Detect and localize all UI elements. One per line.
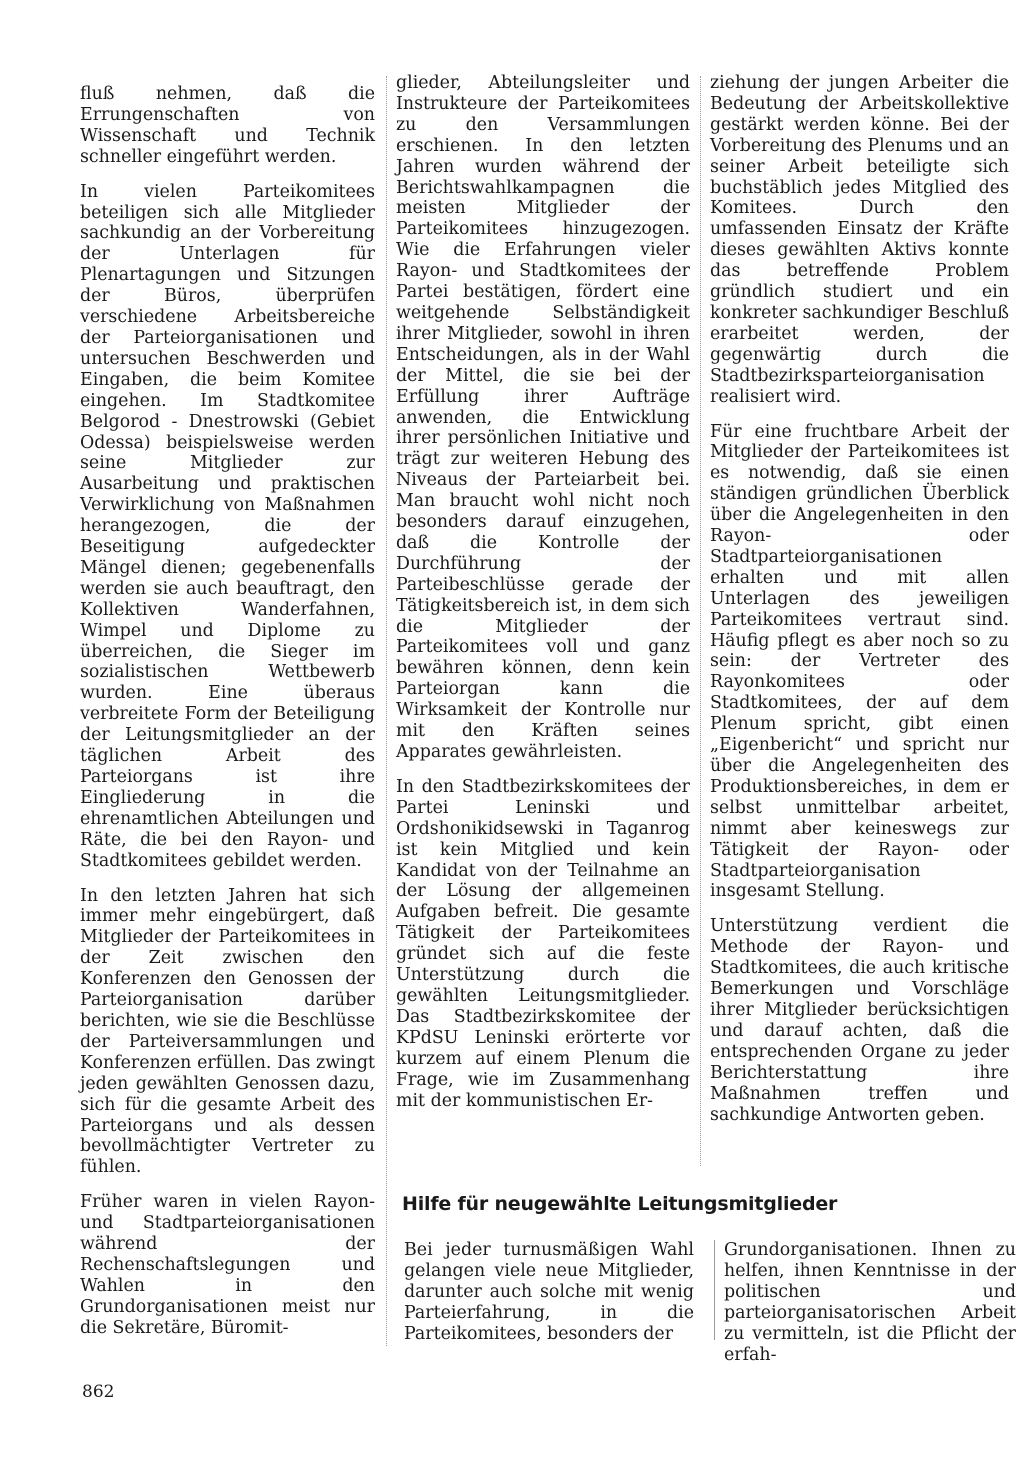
section-text-column-1 <box>404 1240 694 1359</box>
text-column-3 <box>710 73 1009 1139</box>
paragraph: glieder, Abteilungsleiter und Instrukteure der Parteikomitees zu den Versammlungen erschienen. In den letzten Jahren wurden während der Berichtswahlkampagnen die meisten Mitglieder der Parteikomitees hinzugezogen. Wie die Erfahrungen vieler Rayon- und Stadtkomitees der Partei bestätigen, fördert eine weitgehende Selbständigkeit ihrer Mitglieder, sowohl in ihren Entscheidungen, als in der Wahl der Mittel, die sie bei der Erfüllung ihrer Aufträge anwenden, die Entwicklung ihrer persönlichen Initiative und trägt zur weiteren Hebung des Niveaus der Parteiarbeit bei. Man braucht wohl nicht noch besonders darauf einzugehen, daß die Kontrolle der Durchführung der Parteibeschlüsse gerade der Tätigkeitsbereich ist, in dem sich die Mitglieder der Parteikomitees voll und ganz bewähren können, denn kein Parteiorgan kann die Wirksamkeit der Kontrolle nur mit den Kräften seines Apparates gewährleisten. <box>396 73 690 762</box>
page-number: 862 <box>82 1382 115 1402</box>
paragraph: Für eine fruchtbare Arbeit der Mitglieder der Parteikomitees ist es notwendig, daß sie einen ständigen gründlichen Überblick über die Angelegenheiten in den Rayon- oder Stadtparteiorganisationen erhalten und mit allen Unterlagen des jeweiligen Parteikomitees vertraut sind. Häufig pflegt es aber noch so zu sein: der Vertreter des Rayonkomitees oder Stadtkomitees, der auf dem Plenum spricht, gibt einen „Eigenbericht“ und spricht nur über die Angelegenheiten des Produktionsbereiches, in dem er selbst unmittelbar arbeitet, nimmt aber keineswegs zur Tätigkeit der Rayon- oder Stadtparteiorganisation insgesamt Stellung. <box>710 421 1009 902</box>
column-divider <box>700 76 701 1166</box>
paragraph: ziehung der jungen Arbeiter die Bedeutung der Arbeitskollektive gestärkt werden könne. Bei der Vorbereitung des Plenums und an seiner Arbeit beteiligte sich buchstäblich jedes Mitglied des Komitees. Durch den umfassenden Einsatz der Kräfte dieses gewählten Aktivs konnte das betreffende Problem gründlich studiert und ein konkreter sachkundiger Beschluß erarbeitet werden, der gegenwärtig durch die Stadtbezirksparteiorganisation realisiert wird. <box>710 73 1009 407</box>
text-column-2 <box>396 73 690 1125</box>
column-divider <box>714 1240 715 1340</box>
paragraph: fluß nehmen, daß die Errungenschaften von Wissenschaft und Technik schneller eingeführt werden. <box>80 84 375 167</box>
text-column-1 <box>80 84 375 1353</box>
paragraph: In vielen Parteikomitees beteiligen sich alle Mitglieder sachkundig an der Vorbereitung der Unterlagen für Plenartagungen und Sitzungen der Büros, überprüfen verschiedene Arbeitsbereiche der Parteiorganisationen und untersuchen Beschwerden und Eingaben, die beim Komitee eingehen. Im Stadtkomitee Belgorod - Dnestrowski (Gebiet Odessa) beispielsweise werden seine Mitglieder zur Ausarbeitung und praktischen Verwirklichung von Maßnahmen herangezogen, die der Beseitigung aufgedeckter Mängel dienen; gegebenenfalls werden sie auch beauftragt, den Kollektiven Wanderfahnen, Wimpel und Diplome zu überreichen, die Sieger im sozialistischen Wettbewerb wurden. Eine überaus verbreitete Form der Beteiligung der Leitungsmitglieder an der täglichen Arbeit des Parteiorgans ist ihre Eingliederung in die ehrenamtlichen Abteilungen und Räte, die bei den Rayon- und Stadtkomitees gebildet werden. <box>80 181 375 871</box>
section-heading: Hilfe für neugewählte Leitungsmitglieder <box>402 1193 838 1215</box>
paragraph: Unterstützung verdient die Methode der Rayon- und Stadtkomitees, die auch kritische Bemerkungen und Vorschläge ihrer Mitglieder berücksichtigen und darauf achten, daß die entsprechenden Organe zu jeder Berichterstattung ihre Maßnahmen treffen und sachkundige Antworten geben. <box>710 916 1009 1125</box>
paragraph: Bei jeder turnusmäßigen Wahl gelangen viele neue Mitglieder, darunter auch solche mit wenig Parteierfahrung, in die Parteikomitees, besonders der <box>404 1240 694 1344</box>
paragraph: Früher waren in vielen Rayon- und Stadtparteiorganisationen während der Rechenschaftslegungen und Wahlen in den Grundorganisationen meist nur die Sekretäre, Büromit- <box>80 1192 375 1338</box>
paragraph: In den letzten Jahren hat sich immer mehr eingebürgert, daß Mitglieder der Parteikomitees in der Zeit zwischen den Konferenzen den Genossen der Parteiorganisation darüber berichten, wie sie die Beschlüsse der Parteiversammlungen und Konferenzen erfüllen. Das zwingt jeden gewählten Genossen dazu, sich für die gesamte Arbeit des Parteiorgans und als dessen bevollmächtigter Vertreter zu fühlen. <box>80 885 375 1178</box>
section-text-column-2 <box>724 1240 1016 1379</box>
paragraph: In den Stadtbezirkskomitees der Partei Leninski und Ordshonikidsewski in Taganrog ist kein Mitglied und kein Kandidat von der Teilnahme an der Lösung der allgemeinen Aufgaben befreit. Die gesamte Tätigkeit der Parteikomitees gründet sich auf die feste Unterstützung durch die gewählten Leitungsmitglieder. Das Stadtbezirkskomitee der KPdSU Leninski erörterte vor kurzem auf einem Plenum die Frage, wie im Zusammenhang mit der kommunistischen Er- <box>396 776 690 1111</box>
paragraph: Grundorganisationen. Ihnen zu helfen, ihnen Kenntnisse in der politischen und parteiorganisatorischen Arbeit zu vermitteln, ist die Pflicht der erfah- <box>724 1240 1016 1365</box>
column-divider <box>386 76 387 1346</box>
